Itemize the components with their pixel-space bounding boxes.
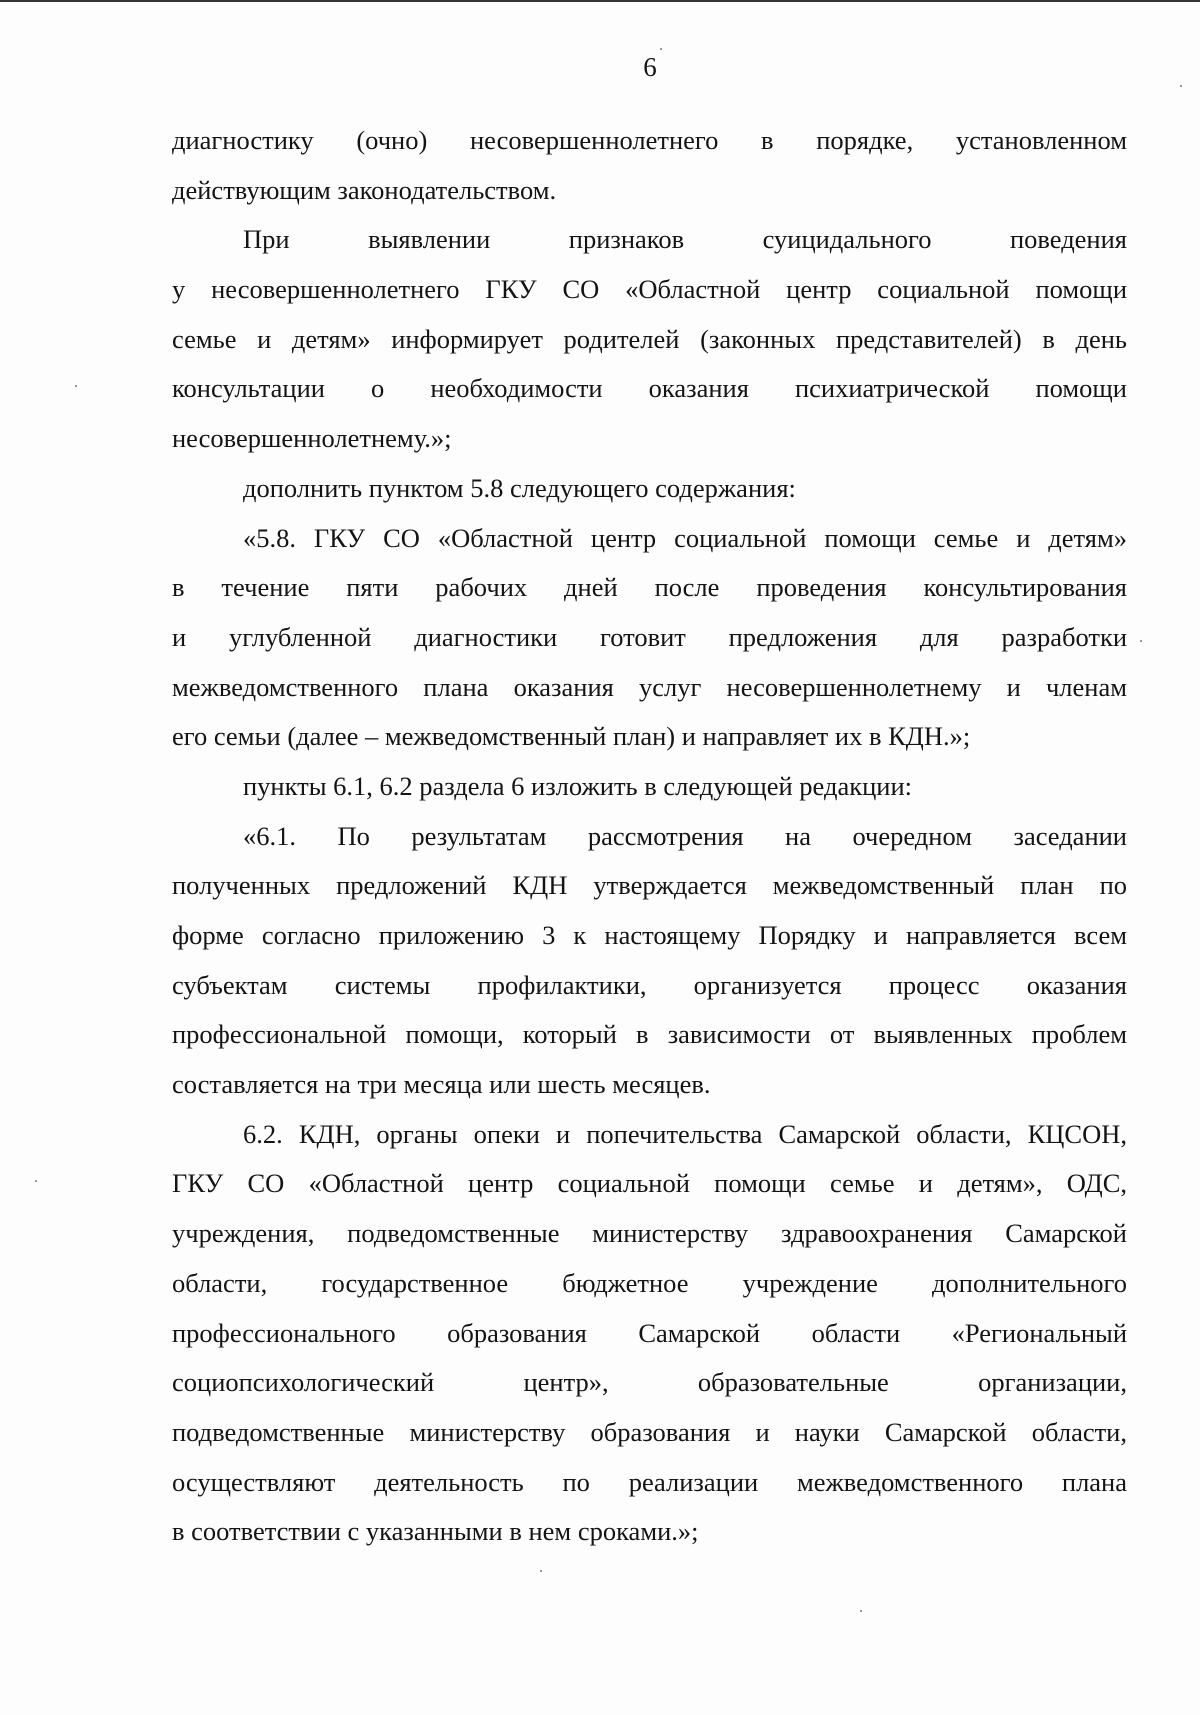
text-line: у несовершеннолетнего ГКУ СО «Областной центр социальной помощи — [172, 274, 1127, 305]
text-line: действующим законодательством. — [172, 174, 557, 205]
text-line: ГКУ СО «Областной центр социальной помощи семье и детям», ОДС, — [172, 1168, 1127, 1199]
text-line: осуществляют деятельность по реализации межведомственного плана — [172, 1466, 1127, 1497]
scan-speck — [1140, 640, 1142, 642]
text-line: несовершеннолетнему.»; — [172, 423, 452, 454]
text-line: дополнить пунктом 5.8 следующего содержания: — [243, 472, 796, 503]
text-line: пункты 6.1, 6.2 раздела 6 изложить в следующей редакции: — [243, 770, 912, 801]
page-number: 6 — [643, 52, 657, 82]
text-line: форме согласно приложению 3 к настоящему Порядку и направляется всем — [172, 920, 1127, 950]
text-line: полученных предложений КДН утверждается межведомственный план по — [172, 870, 1127, 901]
text-line: «5.8. ГКУ СО «Областной центр социальной помощи семье и детям» — [243, 522, 1127, 553]
text-line: профессионального образования Самарской области «Региональный — [172, 1317, 1127, 1348]
scan-speck — [540, 1570, 542, 1572]
text-line: При выявлении признаков суицидального поведения — [243, 224, 1127, 255]
text-line: его семьи (далее – межведомственный план) и направляет их в КДН.»; — [172, 721, 971, 752]
text-line: подведомственные министерству образования и науки Самарской области, — [172, 1416, 1127, 1447]
text-line: консультации о необходимости оказания психиатрической помощи — [172, 373, 1127, 404]
text-line: области, государственное бюджетное учреждение дополнительного — [172, 1267, 1127, 1298]
document-body — [172, 116, 1127, 1557]
text-line: в течение пяти рабочих дней после проведения консультирования — [172, 572, 1127, 603]
text-line: социопсихологический центр», образовательные организации, — [172, 1367, 1127, 1398]
text-line: «6.1. По результатам рассмотрения на очередном заседании — [243, 820, 1127, 851]
text-line: составляется на три месяца или шесть месяцев. — [172, 1069, 711, 1100]
scan-speck — [75, 385, 77, 387]
text-line: межведомственного плана оказания услуг несовершеннолетнему и членам — [172, 671, 1127, 702]
text-line: и углубленной диагностики готовит предложения для разработки — [172, 621, 1127, 652]
text-line: диагностику (очно) несовершеннолетнего в порядке, установленном — [172, 125, 1127, 155]
scan-speck — [660, 48, 662, 50]
text-line: в соответствии с указанными в нем сроками.»; — [172, 1516, 699, 1547]
scan-top-edge — [0, 0, 1200, 2]
text-line: субъектам системы профилактики, организуется процесс оказания — [172, 969, 1127, 1000]
scan-speck — [1180, 85, 1182, 87]
scan-speck — [35, 1180, 37, 1182]
text-line: семье и детям» информирует родителей (законных представителей) в день — [172, 323, 1127, 354]
text-line: 6.2. КДН, органы опеки и попечительства Самарской области, КЦСОН, — [243, 1118, 1127, 1149]
scan-speck — [860, 1610, 862, 1612]
text-line: учреждения, подведомственные министерству здравоохранения Самарской — [172, 1218, 1127, 1249]
text-line: профессиональной помощи, который в зависимости от выявленных проблем — [172, 1019, 1127, 1050]
